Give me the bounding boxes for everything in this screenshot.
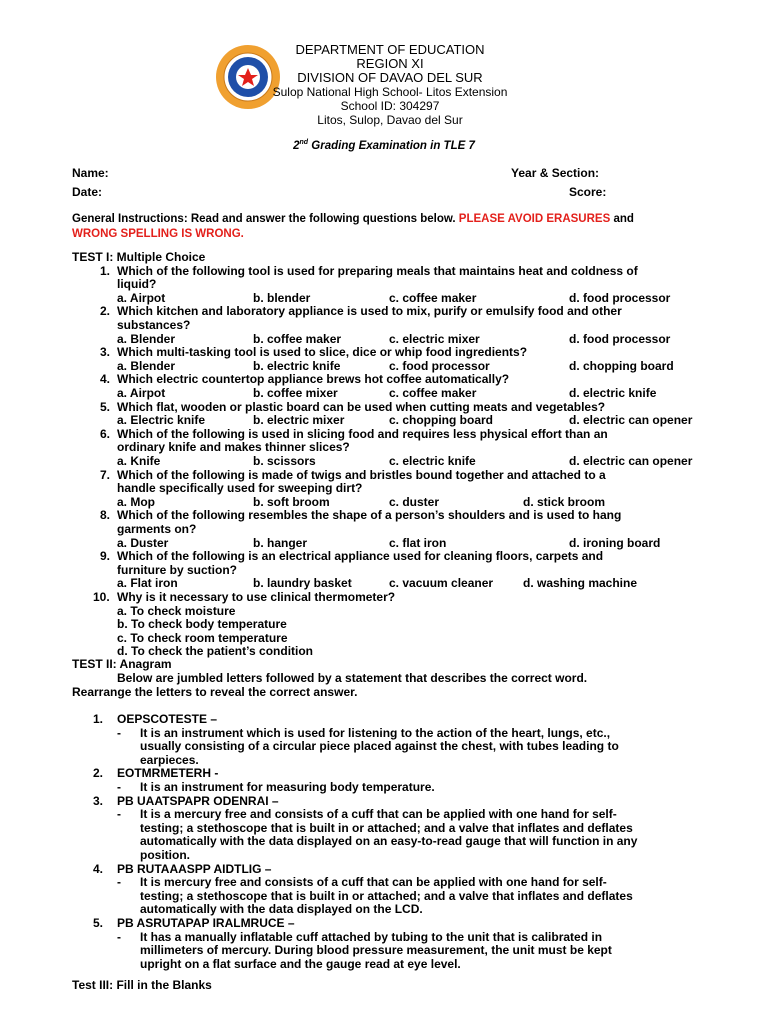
answer-option: d. food processor [569,331,671,346]
anagram-description: automatically with the data displayed on the LCD. [140,902,423,917]
answer-option: c. electric mixer [389,331,480,346]
answer-option: a. To check moisture [117,603,236,618]
question-text: furniture by suction? [117,562,237,577]
answer-option: a. Airpot [117,385,166,400]
question-number: 5. [100,399,111,414]
answer-option: a. Blender [117,331,176,346]
question-text: Which kitchen and laboratory appliance is used to mix, purify or emulsify food and other [117,304,622,319]
answer-option: c. food processor [389,358,490,373]
anagram-word: EOTMRMETERH - [117,766,219,781]
question-number: 1. [100,263,111,278]
anagram-description: It is a mercury free and consists of a cuff that can be applied with one hand for self- [140,807,617,822]
anagram-number: 1. [93,712,104,726]
test1-heading: TEST I: Multiple Choice [72,250,206,264]
question-text: Which electric countertop appliance brews hot coffee automatically? [117,372,510,387]
anagram-description: upright on a flat surface and the gauge read at eye level. [140,956,461,971]
answer-option: b. coffee mixer [253,385,338,400]
anagram-description: testing; a stethoscope that is built in or attached; and a valve that inflates and deflates [140,820,633,835]
anagram-description: usually consisting of a circular piece placed against the chest, with tubes leading to [140,739,619,754]
answer-option: c. chopping board [389,413,493,428]
question-number: 8. [100,508,111,523]
answer-option: d. electric knife [569,385,657,400]
question-text: liquid? [117,277,157,292]
question-text: Which of the following is an electrical appliance used for cleaning floors, carpets and [117,549,604,564]
answer-option: a. Electric knife [117,413,206,428]
anagram-number: 5. [93,916,104,930]
anagram-number: 2. [93,766,104,781]
answer-option: b. electric mixer [253,413,345,428]
question-number: 2. [100,304,111,319]
answer-option: b. electric knife [253,358,341,373]
answer-option: c. To check room temperature [117,630,288,645]
answer-option: d. food processor [569,290,671,305]
question-text: ordinary knife and makes thinner slices? [117,440,350,455]
answer-option: a. Mop [117,494,155,509]
bullet-dash: - [117,875,121,890]
name-field-label: Name: [72,166,109,180]
answer-option: d. electric can opener [569,413,693,428]
anagram-description: It is an instrument for measuring body temperature. [140,780,435,794]
anagram-word: PB ASRUTAPAP IRALMRUCE – [117,916,295,930]
question-number: 7. [100,467,111,482]
answer-option: b. To check body temperature [117,617,287,632]
answer-option: d. To check the patient’s condition [117,644,314,659]
anagram-description: It is mercury free and consists of a cuff that can be applied with one hand for self- [140,875,607,890]
anagram-number: 3. [93,793,104,808]
letterhead [250,43,530,127]
question-number: 3. [100,345,111,360]
answer-option: c. coffee maker [389,385,477,400]
question-text: Why is it necessary to use clinical thermometer? [117,589,396,604]
answer-option: d. chopping board [569,358,674,373]
question-number: 4. [100,372,111,387]
anagram-word: PB UAATSPAPR ODENRAI – [117,793,279,808]
question-text: Which flat, wooden or plastic board can be used when cutting meats and vegetables? [117,399,606,414]
question-text: garments on? [117,521,197,536]
bullet-dash: - [117,807,121,822]
division: DIVISION OF DAVAO DEL SUR [297,70,483,85]
date-field-label: Date: [72,185,103,199]
question-text: substances? [117,317,191,332]
school-id: School ID: 304297 [340,99,440,113]
answer-option: c. electric knife [389,453,476,468]
question-number: 9. [100,549,111,564]
question-number: 6. [100,426,111,441]
school-name: Sulop National High School- Litos Extension [272,85,508,99]
year-section-field-label: Year & Section: [511,166,600,180]
answer-option: a. Airpot [117,290,166,305]
answer-option: b. soft broom [253,494,330,509]
bullet-dash: - [117,929,121,944]
anagram-description: testing; a stethoscope that is built in or attached; and a valve that inflates and deflates [140,888,633,903]
school-address: Litos, Sulop, Davao del Sur [317,113,463,127]
test3-heading: Test III: Fill in the Blanks [72,978,212,992]
question-number: 10. [93,589,110,604]
anagram-description: earpieces. [140,752,199,767]
anagram-description: It has a manually inflatable cuff attached by tubing to the unit that is calibrated in [140,929,603,944]
bullet-dash: - [117,725,121,740]
question-text: Which of the following resembles the shape of a person’s shoulders and is used to hang [117,508,622,523]
answer-option: d. stick broom [523,494,606,509]
answer-option: c. duster [389,494,440,509]
answer-option: a. Flat iron [117,576,178,591]
anagram-description: automatically with the data displayed on an easy-to-read gauge that will function in any [140,834,638,849]
test2-intro: Below are jumbled letters followed by a statement that describes the correct word. [117,671,588,685]
answer-option: a. Knife [117,453,161,468]
answer-option: b. coffee maker [253,331,342,346]
answer-option: d. electric can opener [569,453,693,468]
question-text: Which multi-tasking tool is used to slice, dice or whip food ingredients? [117,345,528,360]
answer-option: d. washing machine [523,576,638,591]
test2-intro-cont: Rearrange the letters to reveal the correct answer. [72,685,358,699]
answer-option: a. Duster [117,535,169,550]
region: REGION XI [356,56,424,71]
anagram-description: It is an instrument which is used for listening to the action of the heart, lungs, etc., [140,725,611,740]
anagram-description: millimeters of mercury. During blood pressure measurement, the unit must be kept [140,943,612,958]
question-text: Which of the following tool is used for preparing meals that maintains heat and coldness of [117,263,638,278]
anagram-number: 4. [93,861,104,876]
anagram-word: OEPSCOTESTE – [117,712,218,726]
answer-option: c. coffee maker [389,290,477,305]
answer-option: c. vacuum cleaner [389,576,494,591]
answer-option: b. laundry basket [253,576,352,591]
score-field-label: Score: [569,185,607,199]
answer-option: c. flat iron [389,535,447,550]
answer-option: d. ironing board [569,535,661,550]
general-instructions: General Instructions: Read and answer the following questions below. PLEASE AVOID ERASURES and WRONG SPELLING IS WRONG. [72,213,634,240]
answer-option: b. blender [253,290,311,305]
answer-option: a. Blender [117,358,176,373]
question-text: Which of the following is used in slicing food and requires less physical effort than an [117,426,608,441]
anagram-word: PB RUTAAASPP AIDTLIG – [117,861,272,876]
question-text: handle specifically used for sweeping dirt? [117,481,363,496]
answer-option: b. scissors [253,453,316,468]
exam-title: 2nd Grading Examination in TLE 7 [293,139,475,152]
test2-heading: TEST II: Anagram [72,657,172,671]
answer-option: b. hanger [253,535,308,550]
bullet-dash: - [117,780,121,794]
dept-name: DEPARTMENT OF EDUCATION [295,42,485,57]
anagram-description: position. [140,848,190,862]
question-text: Which of the following is made of twigs and bristles bound together and attached to a [117,467,606,482]
